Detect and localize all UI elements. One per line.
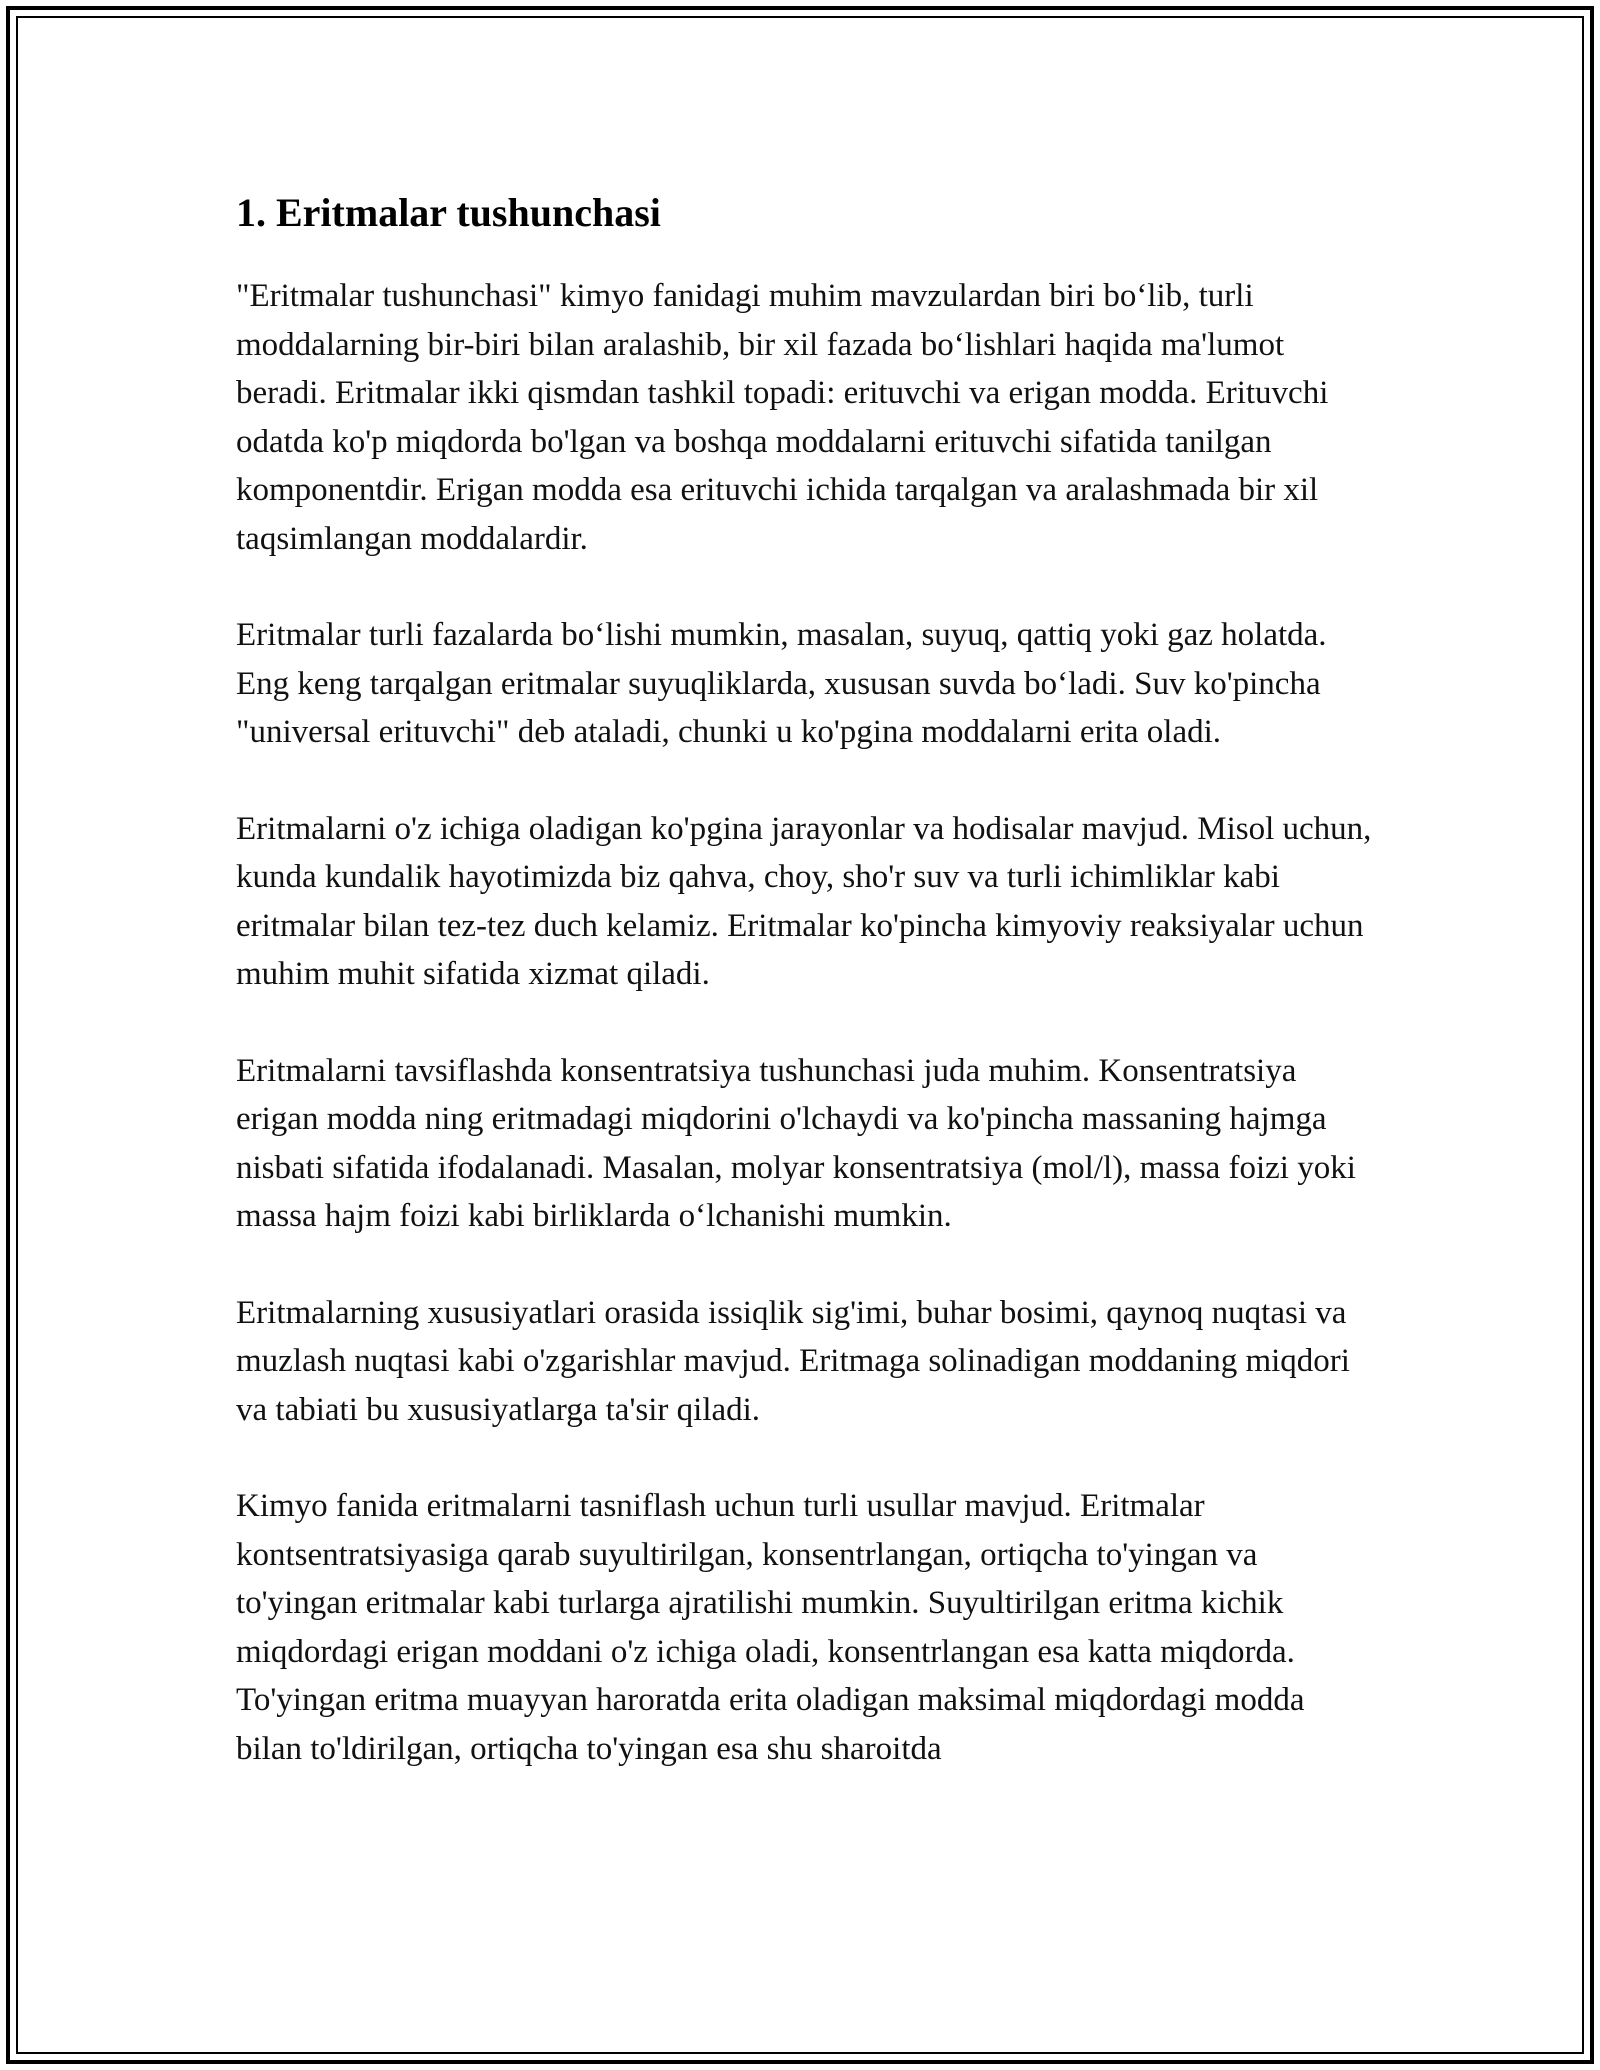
document-body [236,180,1376,1821]
paragraph-classification: Kimyo fanida eritmalarni tasniflash uchun turli usullar mavjud. Eritmalar kontsentratsiyasiga qarab suyultirilgan, konsentrlangan, ortiqcha to'yingan va to'yingan eritmalar kabi turlarga ajratilishi mumkin. Suyultirilgan eritma kichik miqdordagi erigan moddani o'z ichiga oladi, konsentrlangan esa katta miqdorda. To'yingan eritma muayyan haroratda erita oladigan maksimal miqdordagi modda bilan to'ldirilgan, ortiqcha to'yingan esa shu sharoitda [236,1488,1305,1767]
paragraph-phases: Eritmalar turli fazalarda bo‘lishi mumkin, masalan, suyuq, qattiq yoki gaz holatda. Eng keng tarqalgan eritmalar suyuqliklarda, xususan suvda bo‘ladi. Suv ko'pincha "universal erituvchi" deb ataladi, chunki u ko'pgina moddalarni erita oladi. [236,617,1327,750]
paragraph-everyday-examples: Eritmalarni o'z ichiga oladigan ko'pgina jarayonlar va hodisalar mavjud. Misol uchun, kunda kundalik hayotimizda biz qahva, choy, sho'r suv va turli ichimliklar kabi eritmalar bilan tez-tez duch kelamiz. Eritmalar ko'pincha kimyoviy reaksiyalar uchun muhim muhit sifatida xizmat qiladi. [236,810,1372,992]
paragraph-definition: "Eritmalar tushunchasi" kimyo fanidagi muhim mavzulardan biri bo‘lib, turli moddalarning bir-biri bilan aralashib, bir xil fazada bo‘lishlari haqida ma'lumot beradi. Eritmalar ikki qismdan tashkil topadi: erituvchi va erigan modda. Erituvchi odatda ko'p miqdorda bo'lgan va boshqa moddalarni erituvchi sifatida tanilgan komponentdir. Erigan modda esa erituvchi ichida tarqalgan va aralashmada bir xil taqsimlangan moddalardir. [236,278,1329,557]
section-heading: 1. Eritmalar tushunchasi [236,190,661,235]
paragraph-properties: Eritmalarning xususiyatlari orasida issiqlik sig'imi, buhar bosimi, qaynoq nuqtasi va muzlash nuqtasi kabi o'zgarishlar mavjud. Eritmaga solinadigan moddaning miqdori va tabiati bu xususiyatlarga ta'sir qiladi. [236,1294,1350,1428]
paragraph-concentration: Eritmalarni tavsiflashda konsentratsiya tushunchasi juda muhim. Konsentratsiya erigan modda ning eritmadagi miqdorini o'lchaydi va ko'pincha massaning hajmga nisbati sifatida ifodalanadi. Masalan, molyar konsentratsiya (mol/l), massa foizi yoki massa hajm foizi kabi birliklarda o‘lchanishi mumkin. [236,1052,1356,1234]
